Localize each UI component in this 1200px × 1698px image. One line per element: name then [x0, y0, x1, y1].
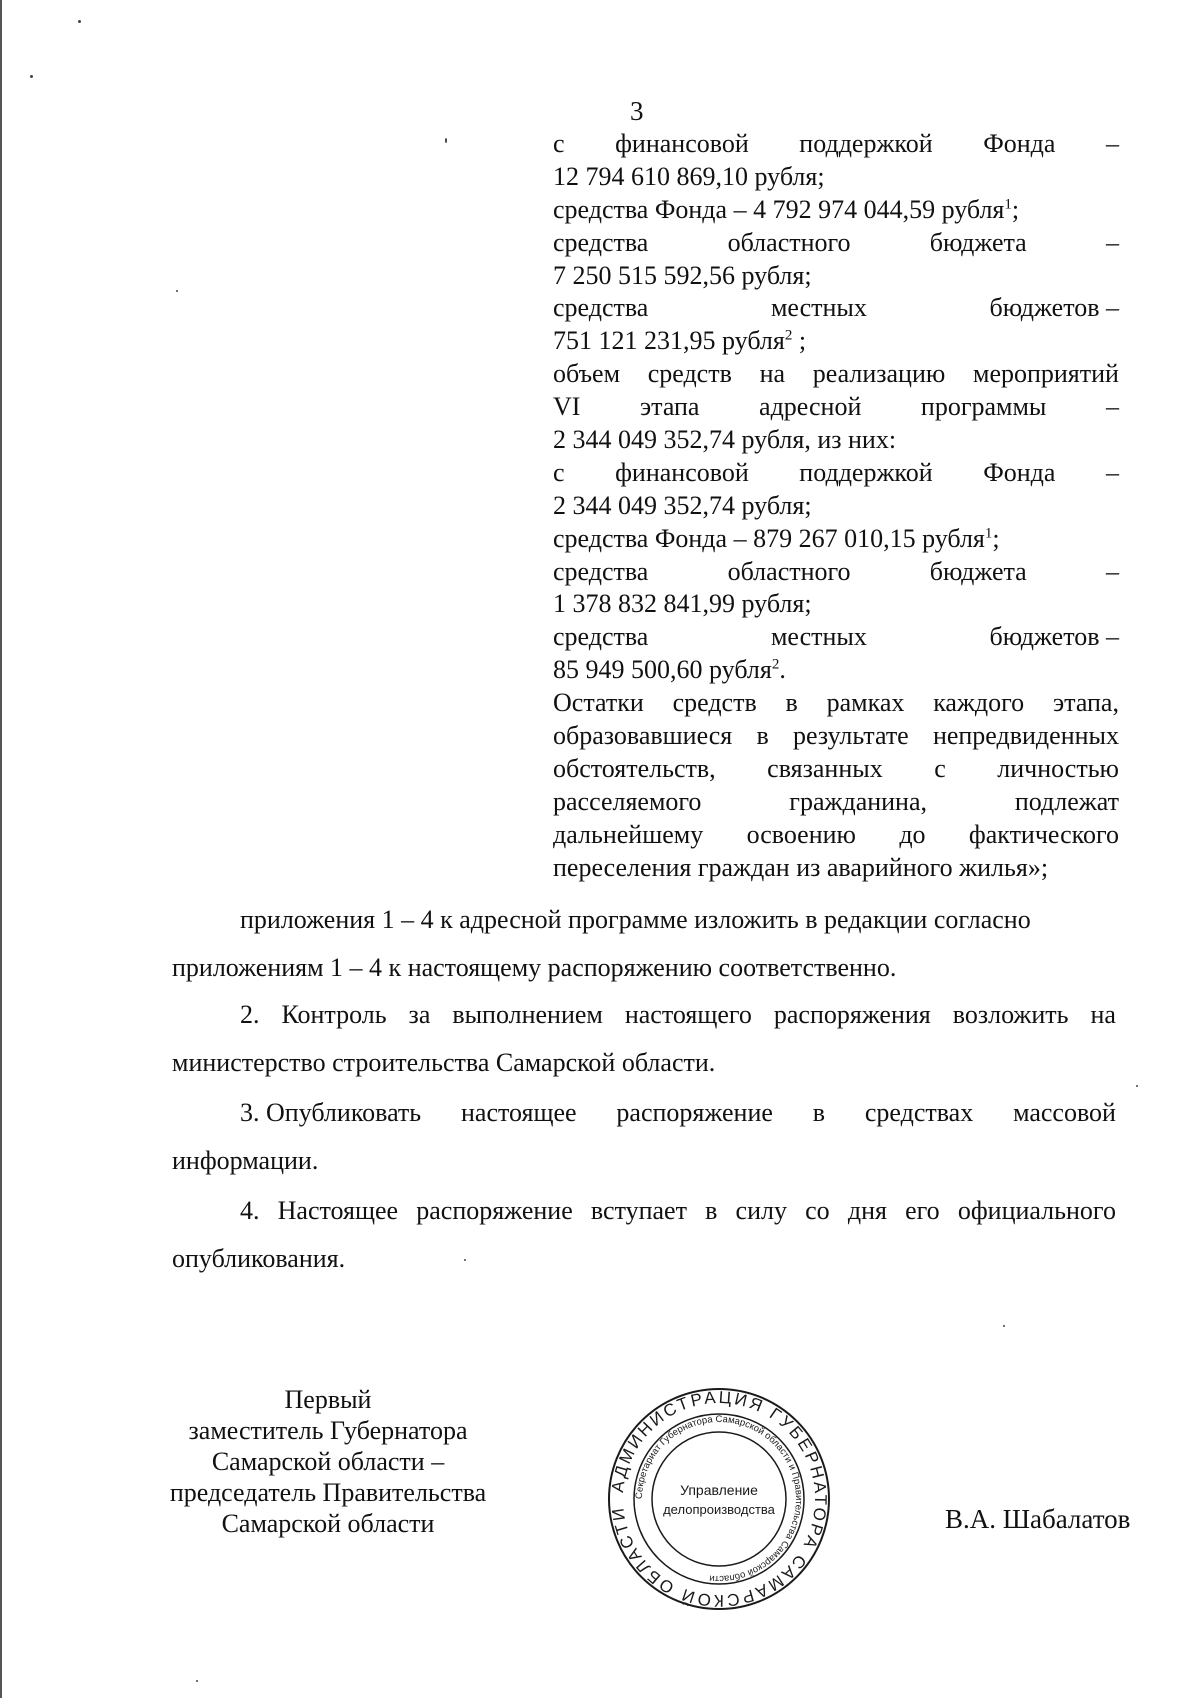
paragraph-line: 2. Контроль за выполнением настоящего распоряжения возложить на	[240, 1000, 1116, 1029]
signatory-title-line: председатель Правительства	[169, 1478, 487, 1507]
scan-speck	[1003, 1325, 1005, 1327]
finance-line: переселения граждан из аварийного жилья»;	[553, 852, 1049, 882]
stamp-outer-text: АДМИНИСТРАЦИЯ ГУБЕРНАТОРА САМАРСКОЙ ОБЛАСТИ	[608, 1387, 831, 1611]
signatory-name: В.А. Шабалатов	[945, 1504, 1131, 1534]
scan-speck	[176, 290, 178, 292]
paragraph-line: приложениям 1 – 4 к настоящему распоряжению соответственно.	[172, 953, 897, 982]
finance-line: 2 344 049 352,74 рубля, из них:	[553, 425, 897, 455]
signatory-title-line: Самарской области	[221, 1509, 435, 1538]
official-stamp	[606, 1386, 832, 1612]
paragraph-line: министерство строительства Самарской области.	[172, 1048, 716, 1077]
page-number: 3	[630, 96, 644, 126]
finance-line: с финансовой поддержкой Фонда –	[553, 129, 1119, 158]
scan-speck	[196, 1680, 198, 1682]
stamp-inner-text: Секретариат Губернатора Самарской области и Правительства Самарской области	[633, 1413, 805, 1585]
finance-line: образовавшиеся в результате непредвиденных	[553, 721, 1119, 751]
finance-line: 2 344 049 352,74 рубля;	[553, 490, 812, 520]
finance-line: средства областного бюджета –	[553, 227, 1119, 257]
signatory-title-line: Самарской области –	[211, 1447, 445, 1476]
finance-line: VI этапа адресной программы –	[553, 392, 1119, 422]
finance-line: 85 949 500,60 рубля$^2$.	[553, 655, 786, 685]
signatory-title-line: заместитель Губернатора	[188, 1416, 468, 1445]
signatory-title	[148, 1384, 508, 1539]
stamp-center-line: делопроизводства	[663, 1502, 775, 1517]
finance-line: средства Фонда – 4 792 974 044,59 рубля$^1$;	[553, 194, 1020, 224]
signatory-title-line: Первый	[284, 1385, 372, 1414]
scan-speck	[445, 138, 447, 143]
finance-amounts-block	[553, 128, 1119, 884]
finance-line: обстоятельств, связанных с личностью	[553, 753, 1119, 783]
stamp-center-line: Управление	[680, 1482, 758, 1498]
paragraph-effective	[172, 1187, 1116, 1283]
finance-line: расселяемого гражданина, подлежат	[553, 786, 1119, 816]
paragraph-line: 3. Опубликовать настоящее распоряжение в средствах массовой	[240, 1098, 1116, 1127]
finance-line: средства областного бюджета –	[553, 556, 1119, 586]
paragraph-control	[172, 991, 1116, 1087]
scan-speck	[1136, 1085, 1138, 1087]
finance-line: Остатки средств в рамках каждого этапа,	[553, 688, 1119, 718]
paragraph-line: 4. Настоящее распоряжение вступает в силу со дня его официального	[240, 1196, 1116, 1225]
paragraph-line: опубликования.	[172, 1244, 346, 1273]
finance-line: с финансовой поддержкой Фонда –	[553, 457, 1119, 487]
finance-line: объем средств на реализацию мероприятий	[553, 359, 1119, 389]
paragraph-line: информации.	[172, 1146, 319, 1175]
finance-line: 12 794 610 869,10 рубля;	[553, 161, 825, 191]
scan-speck	[30, 75, 33, 78]
finance-line: 751 121 231,95 рубля$^2$ ;	[553, 326, 807, 356]
scan-speck	[78, 20, 81, 23]
paragraph-annexes	[172, 896, 1116, 992]
finance-line: средства Фонда – 879 267 010,15 рубля$^1$;	[553, 523, 1000, 553]
paragraph-publish	[172, 1089, 1116, 1185]
scan-left-edge	[0, 0, 2, 1698]
finance-line: дальнейшему освоению до фактического	[553, 819, 1119, 849]
paragraph-line: приложения 1 – 4 к адресной программе изложить в редакции согласно	[240, 905, 1031, 934]
finance-line: средства местных бюджетов –	[553, 293, 1119, 323]
finance-line: средства местных бюджетов –	[553, 622, 1119, 652]
finance-line: 7 250 515 592,56 рубля;	[553, 260, 812, 290]
finance-line: 1 378 832 841,99 рубля;	[553, 589, 812, 619]
